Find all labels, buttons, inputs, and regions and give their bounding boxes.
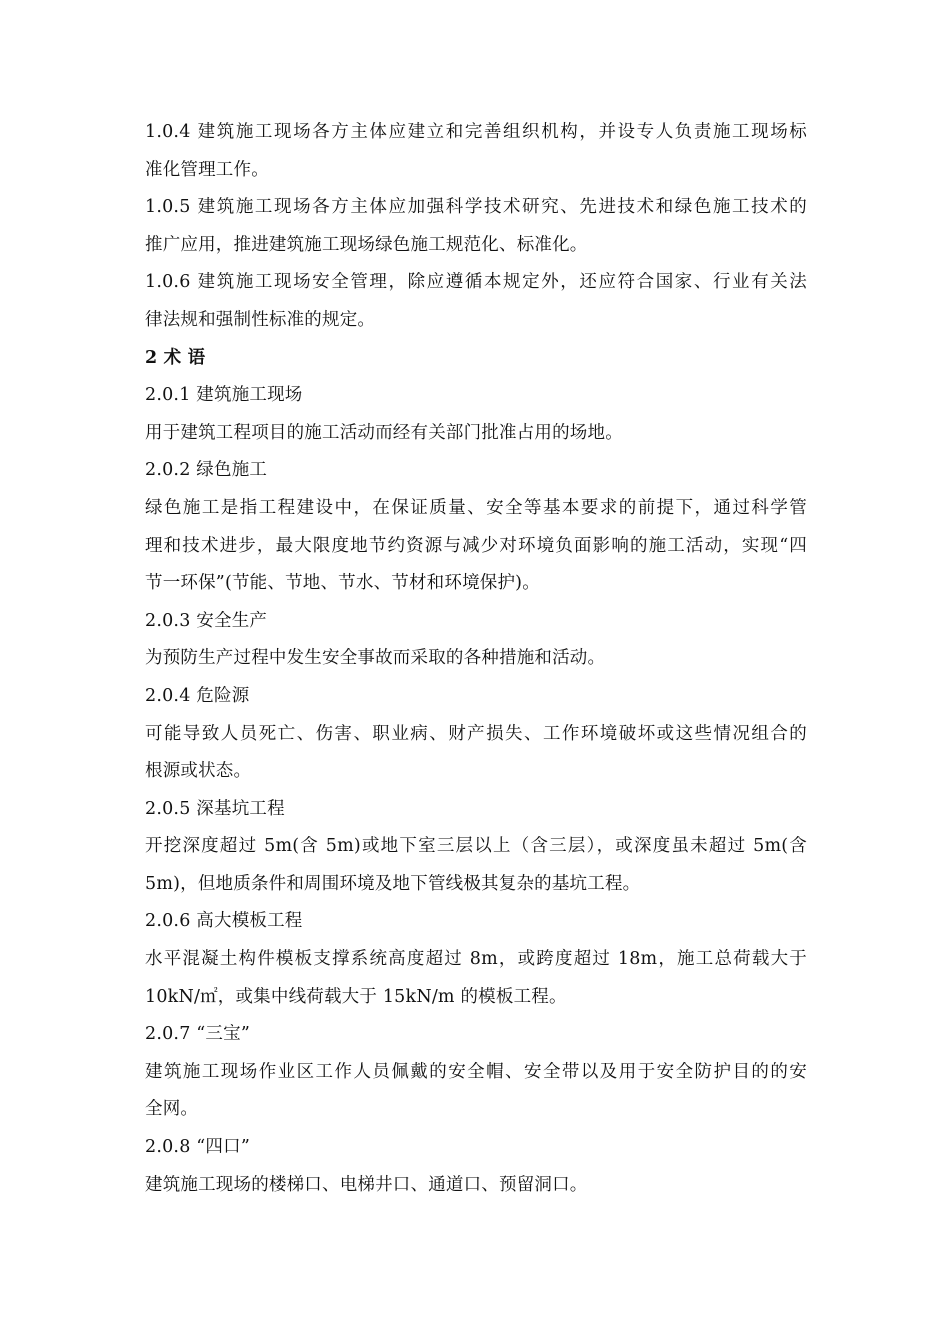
text-line: 建筑施工现场作业区工作人员佩戴的安全帽、安全带以及用于安全防护目的的安: [145, 1061, 807, 1082]
text-line: 推广应用，推进建筑施工现场绿色施工规范化、标准化。: [145, 234, 588, 255]
text-line: 1.0.4 建筑施工现场各方主体应建立和完善组织机构，并设专人负责施工现场标: [145, 122, 807, 142]
text-line: 绿色施工是指工程建设中，在保证质量、安全等基本要求的前提下，通过科学管: [145, 497, 807, 518]
document-page: [145, 114, 807, 1204]
section-heading: 2 术 语: [145, 347, 206, 368]
term-heading: 2.0.4 危险源: [145, 685, 250, 706]
text-line: 全网。: [145, 1099, 199, 1120]
text-line: 5m)，但地质条件和周围环境及地下管线极其复杂的基坑工程。: [145, 873, 641, 894]
text-line: 10kN/㎡，或集中线荷载大于 15kN/m 的模板工程。: [145, 986, 567, 1007]
text-line: 用于建筑工程项目的施工活动而经有关部门批准占用的场地。: [145, 422, 623, 443]
term-heading: 2.0.8 “四口”: [145, 1137, 250, 1158]
text-line: 节一环保”(节能、节地、节水、节材和环境保护)。: [145, 573, 540, 594]
text-line: 开挖深度超过 5m(含 5m)或地下室三层以上（含三层），或深度虽未超过 5m(含: [145, 836, 807, 857]
text-line: 水平混凝土构件模板支撑系统高度超过 8m，或跨度超过 18m，施工总荷载大于: [145, 949, 807, 970]
text-line: 为预防生产过程中发生安全事故而采取的各种措施和活动。: [145, 648, 606, 669]
text-line: 建筑施工现场的楼梯口、电梯井口、通道口、预留洞口。: [145, 1174, 588, 1195]
term-heading: 2.0.6 高大模板工程: [145, 911, 303, 932]
term-heading: 2.0.5 深基坑工程: [145, 798, 285, 819]
term-heading: 2.0.7 “三宝”: [145, 1024, 250, 1045]
term-heading: 2.0.3 安全生产: [145, 610, 268, 631]
text-line: 可能导致人员死亡、伤害、职业病、财产损失、工作环境破坏或这些情况组合的: [145, 723, 807, 744]
text-line: 1.0.5 建筑施工现场各方主体应加强科学技术研究、先进技术和绿色施工技术的: [145, 197, 807, 218]
term-heading: 2.0.1 建筑施工现场: [145, 385, 303, 406]
text-line: 1.0.6 建筑施工现场安全管理，除应遵循本规定外，还应符合国家、行业有关法: [145, 272, 807, 293]
text-line: 准化管理工作。: [145, 159, 269, 180]
term-heading: 2.0.2 绿色施工: [145, 460, 268, 481]
text-line: 理和技术进步，最大限度地节约资源与减少对环境负面影响的施工活动，实现“四: [145, 535, 807, 556]
text-line: 根源或状态。: [145, 761, 252, 782]
text-line: 律法规和强制性标准的规定。: [145, 309, 376, 330]
